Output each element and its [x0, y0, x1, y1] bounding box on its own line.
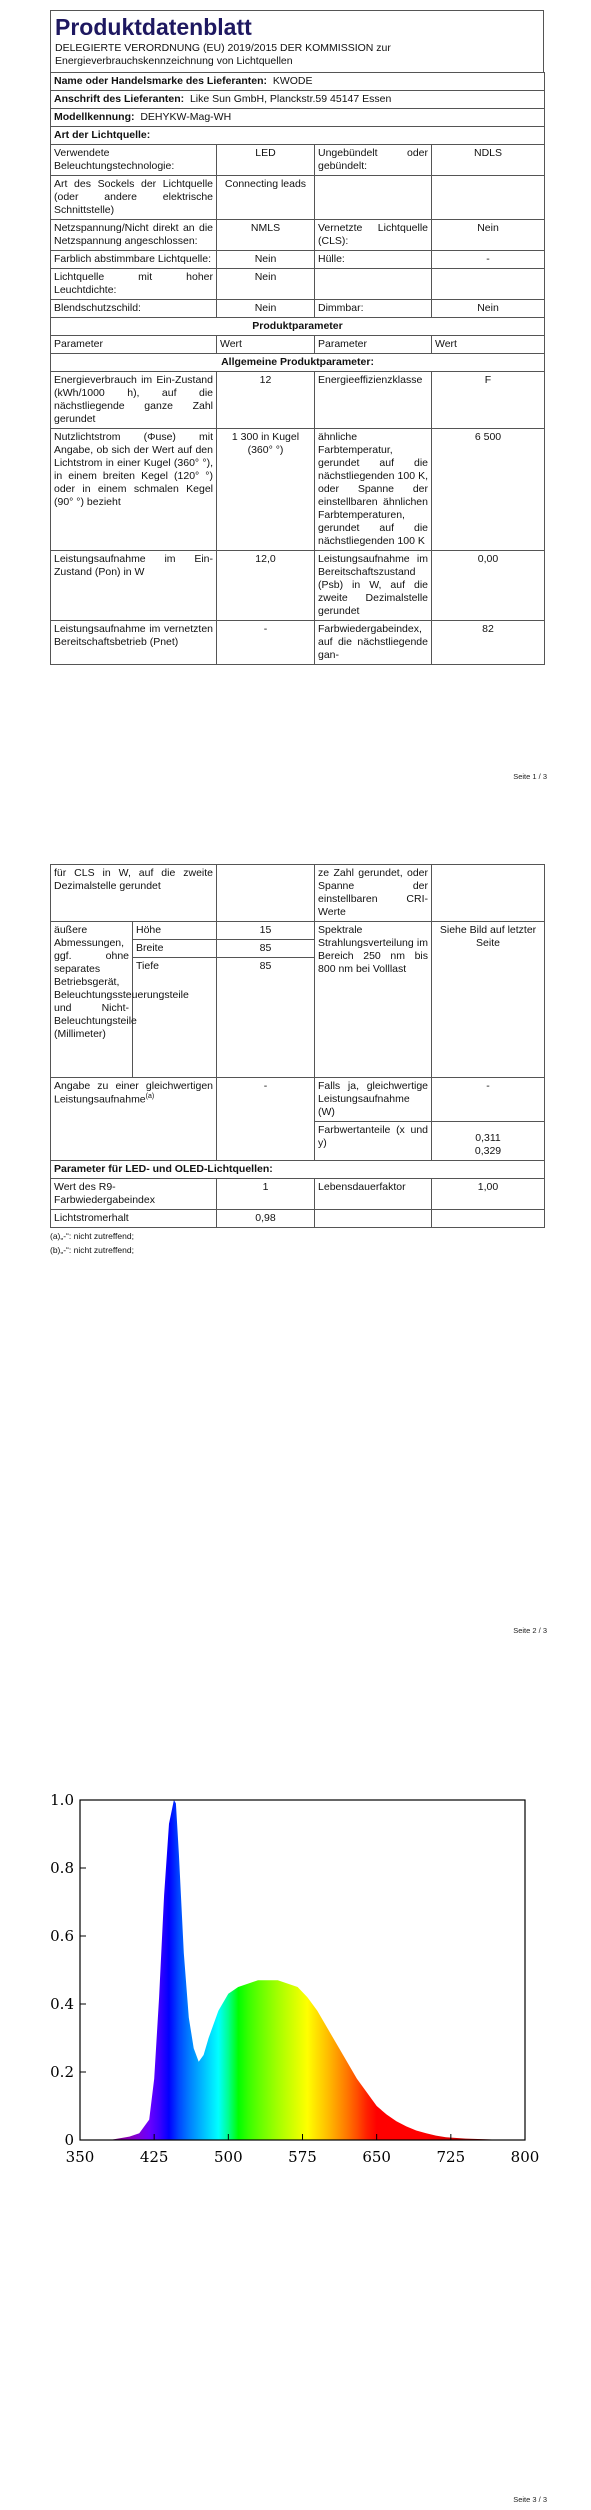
maint-label: Lichtstromerhalt [51, 1210, 217, 1228]
table-row [51, 1179, 545, 1210]
general-params-heading: Allgemeine Produktparameter: [51, 353, 545, 371]
row-label: Vernetzte Lichtquelle (CLS): [315, 219, 432, 250]
table-row [51, 865, 545, 922]
dim-value: 15 [217, 922, 315, 940]
y-tick-label: 0.8 [50, 1859, 74, 1877]
y-tick-label: 0.6 [50, 1927, 74, 1945]
x-tick-label: 725 [436, 2148, 466, 2166]
brand-label: Name oder Handelsmarke des Lieferanten: [54, 74, 267, 87]
equiv-value: - [217, 1078, 315, 1161]
address-value: Like Sun GmbH, Planckstr.59 45147 Essen [189, 92, 392, 105]
x-tick-label: 650 [362, 2148, 391, 2166]
row-value: NMLS [217, 219, 315, 250]
y-tick-label: 1.0 [50, 1791, 74, 1809]
lightsource-type-row [51, 126, 545, 144]
table-row [51, 428, 545, 550]
cont-label: für CLS in W, auf die zweite Dezimalstelle gerundet [51, 865, 217, 922]
row-value: Nein [217, 250, 315, 268]
dim-name: Breite [133, 940, 217, 958]
param-label: Energieeffizienzklasse [315, 371, 432, 428]
row-label [315, 175, 432, 219]
spectrum-area [110, 1800, 506, 2140]
model-row [51, 108, 545, 126]
page-number: Seite 1 / 3 [513, 772, 547, 781]
spectrum-chart [40, 1760, 540, 2190]
column-header: Parameter [315, 335, 432, 353]
chroma-y: 0,329 [474, 1145, 502, 1158]
dims-row [51, 922, 545, 940]
row-value: Nein [432, 299, 545, 317]
param-value: 12 [217, 371, 315, 428]
dim-name: Höhe [133, 922, 217, 940]
row-label: Lichtquelle mit hoher Leuchtdichte: [51, 268, 217, 299]
row-label: Dimmbar: [315, 299, 432, 317]
led-params-heading-row [51, 1161, 545, 1179]
r9-value: 1 [217, 1179, 315, 1210]
life-label: Lebensdauerfaktor [315, 1179, 432, 1210]
table-row [51, 299, 545, 317]
table-row [51, 219, 545, 250]
param-label: Leistungsaufnahme im Bereitschaftszustand (Psb) in W, auf die zweite Dezimalstelle gerundet [315, 551, 432, 621]
equiv-power-label: Falls ja, gleichwertige Leistungsaufnahme (W) [315, 1078, 432, 1122]
address-label: Anschrift des Lieferanten: [54, 92, 185, 105]
model-value: DEHYKW-Mag-WH [140, 110, 232, 123]
spectrum-svg [40, 1760, 540, 2190]
datasheet-page-3 [0, 1700, 591, 2510]
param-value: F [432, 371, 545, 428]
table-row [51, 1078, 545, 1122]
cont-value [217, 865, 315, 922]
equiv-power-value: - [432, 1078, 545, 1122]
empty-cell [432, 1210, 545, 1228]
brand-value: KWODE [272, 74, 313, 87]
param-value: 6 500 [432, 428, 545, 550]
product-params-heading-row [51, 317, 545, 335]
page-fade [0, 735, 591, 771]
param-value: - [217, 621, 315, 665]
life-value: 1,00 [432, 1179, 545, 1210]
row-value: Nein [432, 219, 545, 250]
param-label: ähnliche Farbtemperatur, gerundet auf die nächstliegenden 100 K, oder Spanne der einstellbaren ähnlichen Farbtemperaturen, gerundet auf die nächstliegenden 100 K [315, 428, 432, 550]
row-value [432, 268, 545, 299]
row-value: - [432, 250, 545, 268]
row-label: Blendschutzschild: [51, 299, 217, 317]
x-tick-label: 800 [510, 2148, 540, 2166]
empty-cell [315, 1210, 432, 1228]
param-label: Leistungsaufnahme im Ein-Zustand (Pon) in W [51, 551, 217, 621]
dim-value: 85 [217, 958, 315, 1078]
table-row [51, 268, 545, 299]
row-label [315, 268, 432, 299]
footnote-marker: (a) [145, 1093, 155, 1101]
maint-value: 0,98 [217, 1210, 315, 1228]
param-value: 82 [432, 621, 545, 665]
row-value: Nein [217, 299, 315, 317]
datasheet-sheet-2 [50, 864, 544, 1255]
spectral-value: Siehe Bild auf letzter Seite [432, 922, 545, 1078]
page-number: Seite 2 / 3 [513, 1626, 547, 1635]
cont-label: ze Zahl gerundet, oder Spanne der einstellbaren CRI-Werte [315, 865, 432, 922]
table-row [51, 175, 545, 219]
dim-name: Tiefe [133, 958, 217, 1078]
column-header: Parameter [51, 335, 217, 353]
row-value: LED [217, 144, 315, 175]
model-label: Modellkennung: [54, 110, 135, 123]
param-label: Energieverbrauch im Ein-Zustand (kWh/1000 h), auf die nächstliegende ganze Zahl gerundet [51, 371, 217, 428]
dim-value: 85 [217, 940, 315, 958]
dims-label: äußere Abmessungen, ggf. ohne separates Betriebsgerät, Beleuchtungssteuerungsteile und Nicht-Beleuchtungsteile (Millimeter) [51, 922, 133, 1078]
x-tick-label: 350 [65, 2148, 95, 2166]
r9-label: Wert des R9-Farbwiedergabeindex [51, 1179, 217, 1210]
table-row [51, 551, 545, 621]
cont-value [432, 865, 545, 922]
column-header-row [51, 335, 545, 353]
chroma-x: 0,311 [475, 1132, 501, 1145]
spectral-label: Spektrale Strahlungsverteilung im Bereich 250 nm bis 800 nm bei Volllast [315, 922, 432, 1078]
row-label: Art des Sockels der Lichtquelle (oder andere elektrische Schnittstelle) [51, 175, 217, 219]
x-tick-label: 500 [214, 2148, 243, 2166]
param-value: 12,0 [217, 551, 315, 621]
page-number: Seite 3 / 3 [513, 2495, 547, 2504]
chroma-label: Farbwertanteile (x und y) [315, 1122, 432, 1161]
row-label: Ungebündelt oder gebündelt: [315, 144, 432, 175]
brand-row [51, 72, 545, 90]
y-tick-label: 0 [64, 2131, 74, 2149]
row-value: NDLS [432, 144, 545, 175]
address-row [51, 90, 545, 108]
row-label: Hülle: [315, 250, 432, 268]
general-params-heading-row [51, 353, 545, 371]
datasheet-page-1 [0, 0, 591, 790]
row-label: Verwendete Beleuchtungstechnologie: [51, 144, 217, 175]
datasheet-sheet-1 [50, 10, 544, 665]
row-value: Nein [217, 268, 315, 299]
row-label: Farblich abstimmbare Lichtquelle: [51, 250, 217, 268]
table-row [51, 371, 545, 428]
page-title: Produktdatenblatt [55, 14, 252, 40]
table-row [51, 250, 545, 268]
datasheet-table-2 [50, 864, 545, 1228]
param-value: 0,00 [432, 551, 545, 621]
row-label: Netzspannung/Nicht direkt an die Netzspannung angeschlossen: [51, 219, 217, 250]
column-header: Wert [432, 335, 545, 353]
param-label: Farbwiedergabeindex, auf die nächstliegende gan- [315, 621, 432, 665]
table-row [51, 1210, 545, 1228]
product-params-heading: Produktparameter [51, 317, 545, 335]
datasheet-page-2 [0, 856, 591, 1646]
datasheet-table-1 [50, 72, 545, 666]
row-value: Connecting leads [217, 175, 315, 219]
table-row [51, 144, 545, 175]
x-tick-label: 575 [288, 2148, 317, 2166]
param-value: 1 300 in Kugel (360° °) [217, 428, 315, 550]
equiv-label: Angabe zu einer gleichwertigen Leistungsaufnahme [54, 1080, 214, 1106]
table-row [51, 621, 545, 665]
title-box [50, 10, 544, 72]
x-tick-label: 425 [139, 2148, 169, 2166]
chroma-value-cell [432, 1122, 545, 1161]
param-label: Nutzlichtstrom (Φuse) mit Angabe, ob sich der Wert auf den Lichtstrom in einer Kugel (360° °), in einem breiten Kegel (120° °) oder in einem schmalen Kegel (90° °) bezieht [51, 428, 217, 550]
column-header: Wert [217, 335, 315, 353]
led-params-heading: Parameter für LED- und OLED-Lichtquellen: [51, 1161, 545, 1179]
row-value [432, 175, 545, 219]
y-tick-label: 0.2 [50, 2063, 74, 2081]
param-label: Leistungsaufnahme im vernetzten Bereitschaftsbetrieb (Pnet) [51, 621, 217, 665]
footnote-a: (a)„-“: nicht zutreffend; [50, 1231, 134, 1242]
equiv-label-cell [51, 1078, 217, 1161]
y-tick-label: 0.4 [50, 1995, 74, 2013]
lightsource-type-heading: Art der Lichtquelle: [51, 126, 545, 144]
regulation-subtitle: DELEGIERTE VERORDNUNG (EU) 2019/2015 DER KOMMISSION zur Energieverbrauchskennzeichnung von Lichtquellen [55, 42, 391, 68]
footnote-b: (b)„-“: nicht zutreffend; [50, 1244, 134, 1255]
